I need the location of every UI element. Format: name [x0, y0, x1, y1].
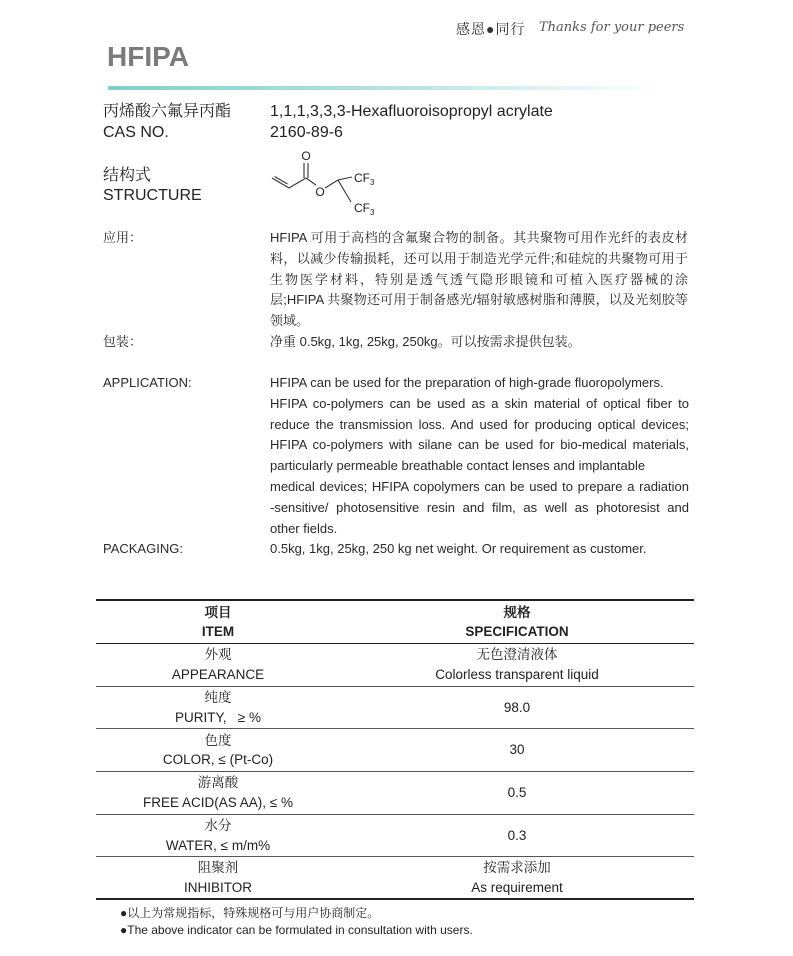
item-en: COLOR, ≤ (Pt-Co)	[162, 752, 274, 768]
structure-label-cn: 结构式	[103, 167, 152, 184]
spec-cn: 无色澄清液体	[476, 647, 558, 663]
table-row	[96, 815, 694, 858]
paragraph-line: HFIPA co-polymers with silane can be used for bio-medical materials,	[270, 437, 689, 453]
spec-cell	[340, 857, 694, 898]
cf-text: CF	[354, 201, 370, 215]
cas-label: CAS NO.	[103, 124, 169, 141]
spec-cell	[340, 687, 694, 729]
item-en: APPEARANCE	[171, 666, 265, 682]
header-spec-cn: 规格	[503, 604, 531, 620]
table-header-row	[96, 601, 694, 644]
paragraph-line: reduce the transmission loss. And used for producing optical devices;	[270, 416, 689, 432]
structure-label-en: STRUCTURE	[103, 187, 202, 204]
item-cell	[96, 815, 340, 857]
paragraph-line: medical devices; HFIPA copolymers can be used to prepare a radiation	[270, 478, 689, 494]
paragraph-line: -sensitive/ photosensitive resin and film, as well as photoresist and	[270, 499, 689, 515]
item-cn: 纯度	[204, 690, 232, 706]
cf3-bond-line	[338, 177, 352, 180]
footnote-en: ●The above indicator can be formulated in consultation with users.	[120, 923, 473, 937]
cf-subscript: 3	[370, 208, 375, 217]
table-row	[96, 644, 694, 687]
cas-number: 2160-89-6	[270, 124, 343, 141]
item-cell	[96, 644, 340, 686]
header-item-cn: 项目	[204, 604, 232, 620]
cf3-bottom-label	[354, 201, 375, 217]
header-item-en: ITEM	[201, 624, 235, 639]
cf-text: CF	[354, 171, 370, 185]
paragraph-line: other fields.	[270, 520, 338, 536]
slogan-english: Thanks for your peers	[539, 20, 685, 35]
paragraph-line: 料，以减少传输损耗，还可以用于制造光学元件;和硅烷的共聚物可用于	[270, 250, 688, 266]
packaging-text-cn: 净重 0.5kg, 1kg, 25kg, 250kg。可以按需求提供包装。	[270, 334, 581, 349]
product-code-title: HFIPA	[107, 41, 189, 72]
spec-cell	[340, 644, 694, 686]
cf3-bond-line	[338, 180, 351, 202]
packaging-label-en: PACKAGING:	[103, 541, 183, 556]
table-row	[96, 857, 694, 900]
item-en: PURITY, ≥ %	[175, 709, 261, 725]
table-row	[96, 687, 694, 730]
item-cn: 游离酸	[197, 775, 239, 791]
structure-diagram	[265, 143, 390, 221]
cf3-top-label	[354, 171, 375, 187]
item-en: FREE ACID(AS AA), ≤ %	[143, 794, 293, 810]
paragraph-line: 生物医学材料，特别是透气透气隐形眼镜和可植入医疗器械的涂	[270, 271, 688, 287]
item-cell	[96, 729, 340, 771]
application-paragraph-cn	[270, 228, 688, 332]
bonds	[272, 163, 352, 202]
header-spec-en: SPECIFICATION	[465, 624, 569, 639]
spec-cell	[340, 772, 694, 814]
header-spec-cell	[340, 601, 694, 643]
item-en: WATER, ≤ m/m%	[165, 837, 271, 853]
ester-oxygen-label: O	[315, 185, 325, 199]
spec-value: 98.0	[503, 699, 531, 715]
spec-cell	[340, 729, 694, 771]
item-cn: 水分	[204, 818, 232, 834]
item-cn: 外观	[204, 647, 232, 663]
cf-subscript: 3	[370, 178, 375, 187]
paragraph-line: 领域。	[270, 313, 310, 329]
footnote-cn: ●以上为常规指标，特殊规格可与用户协商制定。	[120, 906, 380, 920]
ester-bond-line	[306, 178, 316, 185]
paragraph-line: 层;HFIPA 共聚物还可用于制备感光/辐射敏感树脂和薄膜，以及光刻胶等	[270, 292, 688, 308]
packaging-label-cn: 包装：	[103, 334, 143, 349]
paragraph-line: HFIPA can be used for the preparation of high-grade fluoropolymers.	[270, 375, 664, 390]
single-bond-line	[289, 178, 306, 188]
ester-bond-line	[325, 180, 338, 188]
paragraph-line: particularly permeable breathable contact lenses and implantable	[270, 458, 646, 474]
item-cell	[96, 857, 340, 898]
table-row	[96, 772, 694, 815]
spec-value: 0.5	[507, 785, 527, 801]
paragraph-line: HFIPA co-polymers can be used as a skin material of optical fiber to	[270, 395, 689, 411]
table-row	[96, 729, 694, 772]
item-cell	[96, 772, 340, 814]
spec-value: 30	[509, 742, 525, 758]
item-cell	[96, 687, 340, 729]
spec-value: 0.3	[507, 827, 527, 843]
item-en: INHIBITOR	[183, 879, 252, 895]
spec-en: Colorless transparent liquid	[435, 666, 599, 682]
header-item-cell	[96, 601, 340, 643]
item-cn: 色度	[204, 732, 232, 748]
application-label-en: APPLICATION:	[103, 375, 192, 390]
paragraph-line: HFIPA 可用于高档的含氟聚合物的制备。其共聚物可用作光纤的表皮材	[270, 230, 688, 245]
spec-en: As requirement	[471, 879, 563, 895]
packaging-text-en: 0.5kg, 1kg, 25kg, 250 kg net weight. Or requirement as customer.	[270, 541, 647, 556]
application-label-cn: 应用：	[103, 230, 143, 245]
spec-cell	[340, 815, 694, 857]
application-paragraph-en	[270, 373, 689, 539]
product-name-cn: 丙烯酸六氟异丙酯	[103, 103, 232, 120]
slogan-chinese: 感恩●同行	[456, 21, 526, 37]
item-cn: 阻聚剂	[197, 860, 239, 876]
title-accent-line	[108, 86, 660, 90]
spec-cn: 按需求添加	[483, 860, 551, 876]
product-name-en: 1,1,1,3,3,3-Hexafluoroisopropyl acrylate	[270, 103, 553, 120]
specification-table	[96, 599, 694, 900]
carbonyl-oxygen-label: O	[301, 149, 311, 163]
